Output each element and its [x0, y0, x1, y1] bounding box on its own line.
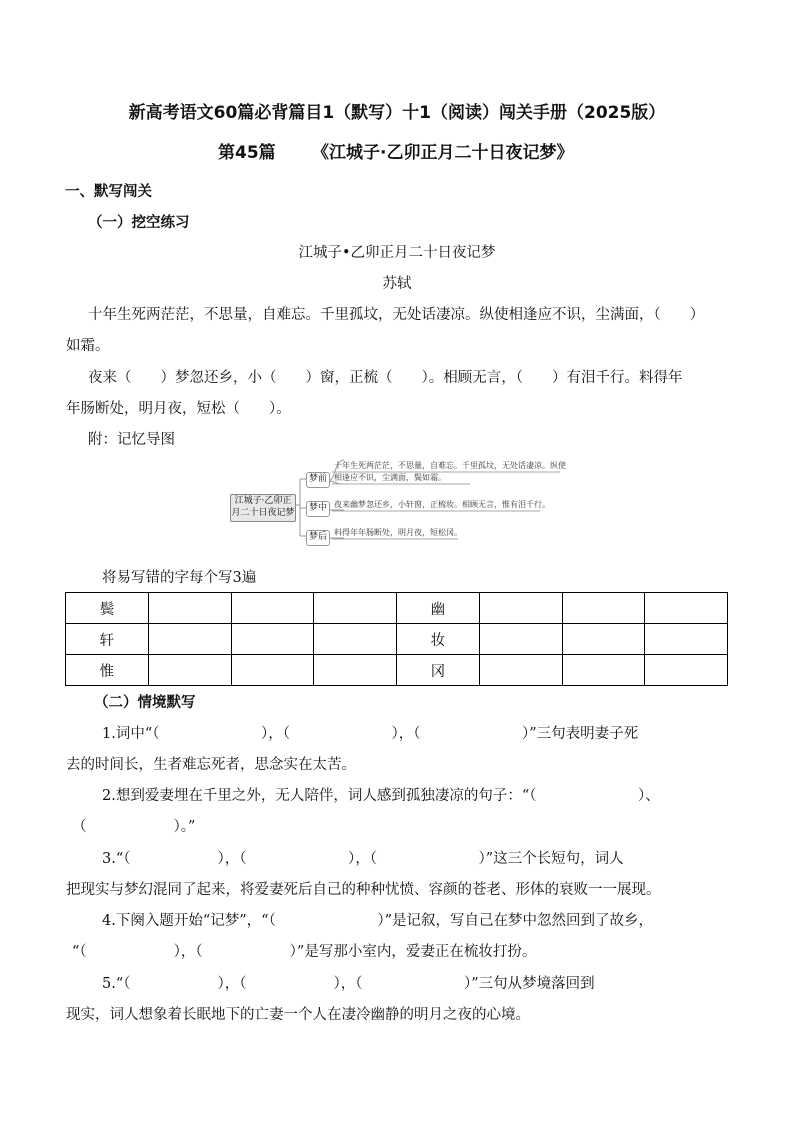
poem-line: 十年生死两茫茫，不思量，自难忘。千里孤坟，无处话凄凉。纵使相逢应不识，尘满面，（ ） [88, 307, 705, 323]
mind-map-root-line: 江城子·乙卯正 [234, 496, 292, 506]
question-line: （ ）。” [72, 819, 196, 835]
practice-cell[interactable] [645, 624, 728, 655]
lesson-number: 第45篇 [218, 143, 276, 163]
practice-char: 惟 [66, 655, 149, 686]
practice-char: 冈 [396, 655, 479, 686]
practice-cell[interactable] [479, 655, 562, 686]
question-line: 4.下阕入题开始“记梦”，“（ ）”是记叙，写自己在梦中忽然回到了故乡， [102, 913, 653, 929]
question-line: 2.想到爱妻埋在千里之外，无人陪伴，词人感到孤独凄凉的句子：“（ ）、 [102, 788, 660, 804]
practice-cell[interactable] [314, 624, 397, 655]
poem-line: 如霜。 [66, 338, 110, 354]
mind-map-branch-text: 料得年年肠断处，明月夜，短松冈。 [334, 528, 462, 537]
practice-cell[interactable] [562, 655, 645, 686]
practice-char: 妆 [396, 624, 479, 655]
memory-map-note: 附：记忆导图 [88, 432, 175, 448]
practice-cell[interactable] [562, 593, 645, 624]
document-title: 新高考语文60篇必背篇目1（默写）十1（阅读）闯关手册（2025版） [128, 103, 666, 123]
poem-title: 江城子•乙卯正月二十日夜记梦 [298, 245, 496, 261]
question-line: 1.词中“（ ），（ ），（ ）”三句表明妻子死 [102, 726, 639, 742]
practice-cell[interactable] [148, 624, 231, 655]
lesson-name: 《江城子·乙卯正月二十日夜记梦》 [312, 143, 574, 163]
mind-map-root [230, 494, 296, 522]
practice-cell[interactable] [562, 624, 645, 655]
section-heading: 一、默写闯关 [65, 184, 152, 200]
part-heading-1: （一）挖空练习 [88, 215, 190, 231]
question-line: 3.“（ ），（ ），（ ）”这三个长短句，词人 [102, 851, 624, 867]
poem-line: 夜来（ ）梦忽还乡，小（ ）窗，正梳（ ）。相顾无言，（ ）有泪千行。料得年 [88, 370, 683, 386]
mind-map-branch-text: 夜来幽梦忽还乡，小轩窗，正梳妆。相顾无言，惟有泪千行。 [334, 500, 550, 509]
question-line: 5.“（ ），（ ），（ ）”三句从梦境落回到 [102, 976, 595, 992]
practice-cell[interactable] [148, 655, 231, 686]
practice-cell[interactable] [314, 655, 397, 686]
practice-cell[interactable] [314, 593, 397, 624]
mind-map-branch-label: 梦前 [306, 472, 330, 488]
practice-cell[interactable] [231, 655, 314, 686]
practice-cell[interactable] [645, 655, 728, 686]
mind-map-branch-label: 梦后 [306, 530, 330, 546]
practice-table [65, 592, 728, 686]
practice-cell[interactable] [645, 593, 728, 624]
mind-map-branch-text: 十年生死两茫茫，不思量，自难忘。千里孤坟，无处话凄凉。纵使 [334, 461, 566, 470]
mind-map-branch-text: 相逢应不识，尘满面，鬓如霜。 [334, 473, 446, 482]
practice-char: 鬓 [66, 593, 149, 624]
practice-char: 轩 [66, 624, 149, 655]
question-line: “（ ），（ ）”是写那小室内，爱妻正在梳妆打扮。 [72, 944, 537, 960]
practice-instruction: 将易写错的字每个写3遍 [102, 570, 257, 586]
practice-cell[interactable] [148, 593, 231, 624]
table-row [66, 593, 728, 624]
question-line: 现实，词人想象着长眠地下的亡妻一个人在凄冷幽静的明月之夜的心境。 [66, 1007, 530, 1023]
practice-cell[interactable] [231, 624, 314, 655]
part-heading-2: （二）情境默写 [94, 695, 196, 711]
mind-map-branch-label: 梦中 [306, 501, 330, 517]
poem-line: 年肠断处，明月夜，短松（ ）。 [66, 401, 291, 417]
mind-map-root-line: 月二十日夜记梦 [231, 508, 295, 518]
question-line: 去的时间长，生者难忘死者，思念实在太苦。 [66, 757, 356, 773]
table-row [66, 624, 728, 655]
table-row [66, 655, 728, 686]
question-line: 把现实与梦幻混同了起来，将爱妻死后自己的种种忧愤、容颜的苍老、形体的衰败一一展现。 [66, 882, 661, 898]
practice-char: 幽 [396, 593, 479, 624]
poem-author: 苏轼 [382, 276, 412, 292]
practice-cell[interactable] [479, 624, 562, 655]
practice-cell[interactable] [231, 593, 314, 624]
practice-cell[interactable] [479, 593, 562, 624]
